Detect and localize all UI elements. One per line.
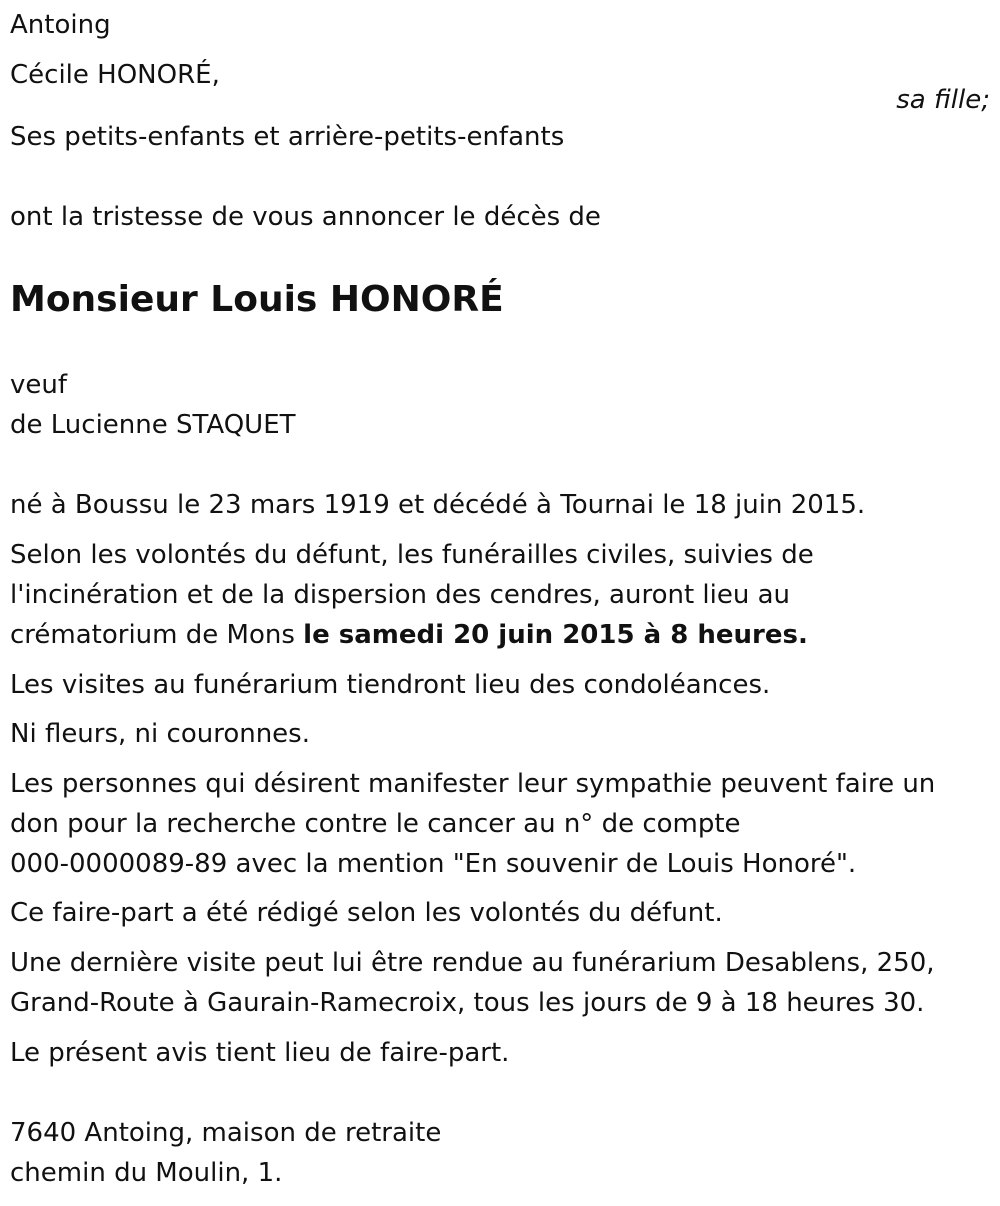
funeral-location: crématorium de Mons: [10, 620, 304, 650]
spouse-status: veuf: [10, 370, 68, 400]
spouse-name: de Lucienne STAQUET: [10, 410, 296, 440]
relation-note: sa fille;: [896, 85, 990, 115]
funeral-line-2: l'incinération et de la dispersion des cendres, auront lieu au: [10, 580, 791, 610]
funeral-datetime: le samedi 20 juin 2015 à 8 heures.: [303, 620, 808, 650]
address-line-1: 7640 Antoing, maison de retraite: [10, 1118, 442, 1148]
drafted-line: Ce faire-part a été rédigé selon les volontés du défunt.: [10, 898, 723, 928]
notice-line: Le présent avis tient lieu de faire-part.: [10, 1038, 510, 1068]
birth-death-line: né à Boussu le 23 mars 1919 et décédé à Tournai le 18 juin 2015.: [10, 490, 866, 520]
last-visit-line-2: Grand-Route à Gaurain-Ramecroix, tous les jours de 9 à 18 heures 30.: [10, 988, 925, 1018]
visits-line: Les visites au funérarium tiendront lieu des condoléances.: [10, 670, 771, 700]
donation-line-2: don pour la recherche contre le cancer au n° de compte: [10, 809, 741, 839]
deceased-name: Monsieur Louis HONORÉ: [10, 279, 504, 320]
flowers-line: Ni fleurs, ni couronnes.: [10, 719, 310, 749]
last-visit-line-1: Une dernière visite peut lui être rendue au funérarium Desablens, 250,: [10, 948, 935, 978]
grandchildren-line: Ses petits-enfants et arrière-petits-enfants: [10, 122, 565, 152]
announcement-intro: ont la tristesse de vous annoncer le décès de: [10, 202, 601, 232]
funeral-line-3: [10, 615, 808, 655]
address-line-2: chemin du Moulin, 1.: [10, 1158, 283, 1188]
place-name: Antoing: [10, 10, 111, 40]
donation-line-3: 000-0000089-89 avec la mention "En souvenir de Louis Honoré".: [10, 849, 857, 879]
funeral-line-1: Selon les volontés du défunt, les funérailles civiles, suivies de: [10, 540, 814, 570]
family-member: Cécile HONORÉ,: [10, 60, 220, 90]
donation-line-1: Les personnes qui désirent manifester leur sympathie peuvent faire un: [10, 769, 936, 799]
